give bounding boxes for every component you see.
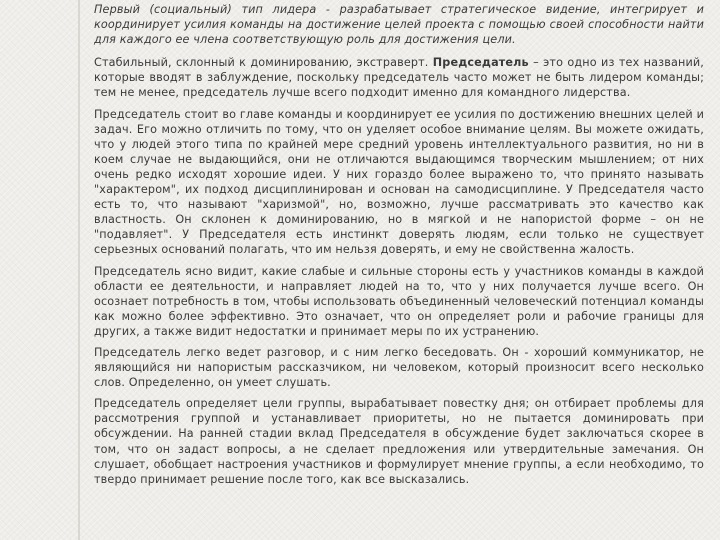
document-body [94,2,704,493]
paragraph-3: Председатель ясно видит, какие слабые и сильные стороны есть у участников команды в каждой области ее деятельности, и направляет людей на то, что у них получается лучше всего. Он осознает потребность в том, чтобы использовать объединенный человеческий потенциал команды как можно более эффективно. Это означает, что он определяет роли и рабочие границы для других, а также видит недостатки и принимает меры по их устранению. [94,264,704,338]
margin-rule [78,0,80,540]
paragraph-5: Председатель определяет цели группы, вырабатывает повестку дня; он отбирает проблемы для рассмотрения группой и устанавливает приоритеты, но не пытается доминировать при обсуждении. На ранней стадии вклад Председателя в обсуждение будет заключаться скорее в том, что он задаст вопросы, а не сделает предложения или утвердительные замечания. Он слушает, обобщает настроения участников и формулирует мнение группы, а если необходимо, то твердо принимает решение после того, как все высказались. [94,397,704,486]
paragraph-definition [94,55,704,100]
term-chairman: Председатель [432,56,529,70]
paragraph-2: Председатель стоит во главе команды и координирует ее усилия по достижению внешних целей и задач. Его можно отличить по тому, что он уделяет особое внимание целям. Вы можете ожидать, что у людей этого типа по крайней мере средний уровень интеллектуального развития, но ни в коем случае не выдающийся, они не отличаются выдающимся творческим мышлением; от них очень редко исходят хорошие идеи. У них гораздо более выражено то, что принято называть "характером", их подход дисциплинирован и основан на самодисциплине. У Председателя часто есть то, что называют "харизмой", но, возможно, лучше рассматривать это качество как властность. Он склонен к доминированию, но в мягкой и не напористой форме – он не "подавляет". У Председателя есть инстинкт доверять людям, если только не существует серьезных оснований полагать, что им нельзя доверять, и ему не свойственна жалость. [94,107,704,257]
paragraph-4: Председатель легко ведет разговор, и с ним легко беседовать. Он - хороший коммуникатор, не являющийся ни напористым рассказчиком, ни человеком, который произносит всего несколько слов. Определенно, он умеет слушать. [94,345,704,390]
intro-paragraph: Первый (социальный) тип лидера - разрабатывает стратегическое видение, интегрирует и координирует усилия команды на достижение целей проекта с помощью своей способности найти для каждого ее члена соответствующую роль для достижения цели. [94,3,704,47]
definition-suffix: – это одно из тех названий, которые вводят в заблуждение, поскольку председатель часто может не быть лидером команды; тем не менее, председатель лучше всего подходит именно для командного лидерства. [94,56,704,100]
definition-prefix: Стабильный, склонный к доминированию, экстраверт. [94,56,433,70]
